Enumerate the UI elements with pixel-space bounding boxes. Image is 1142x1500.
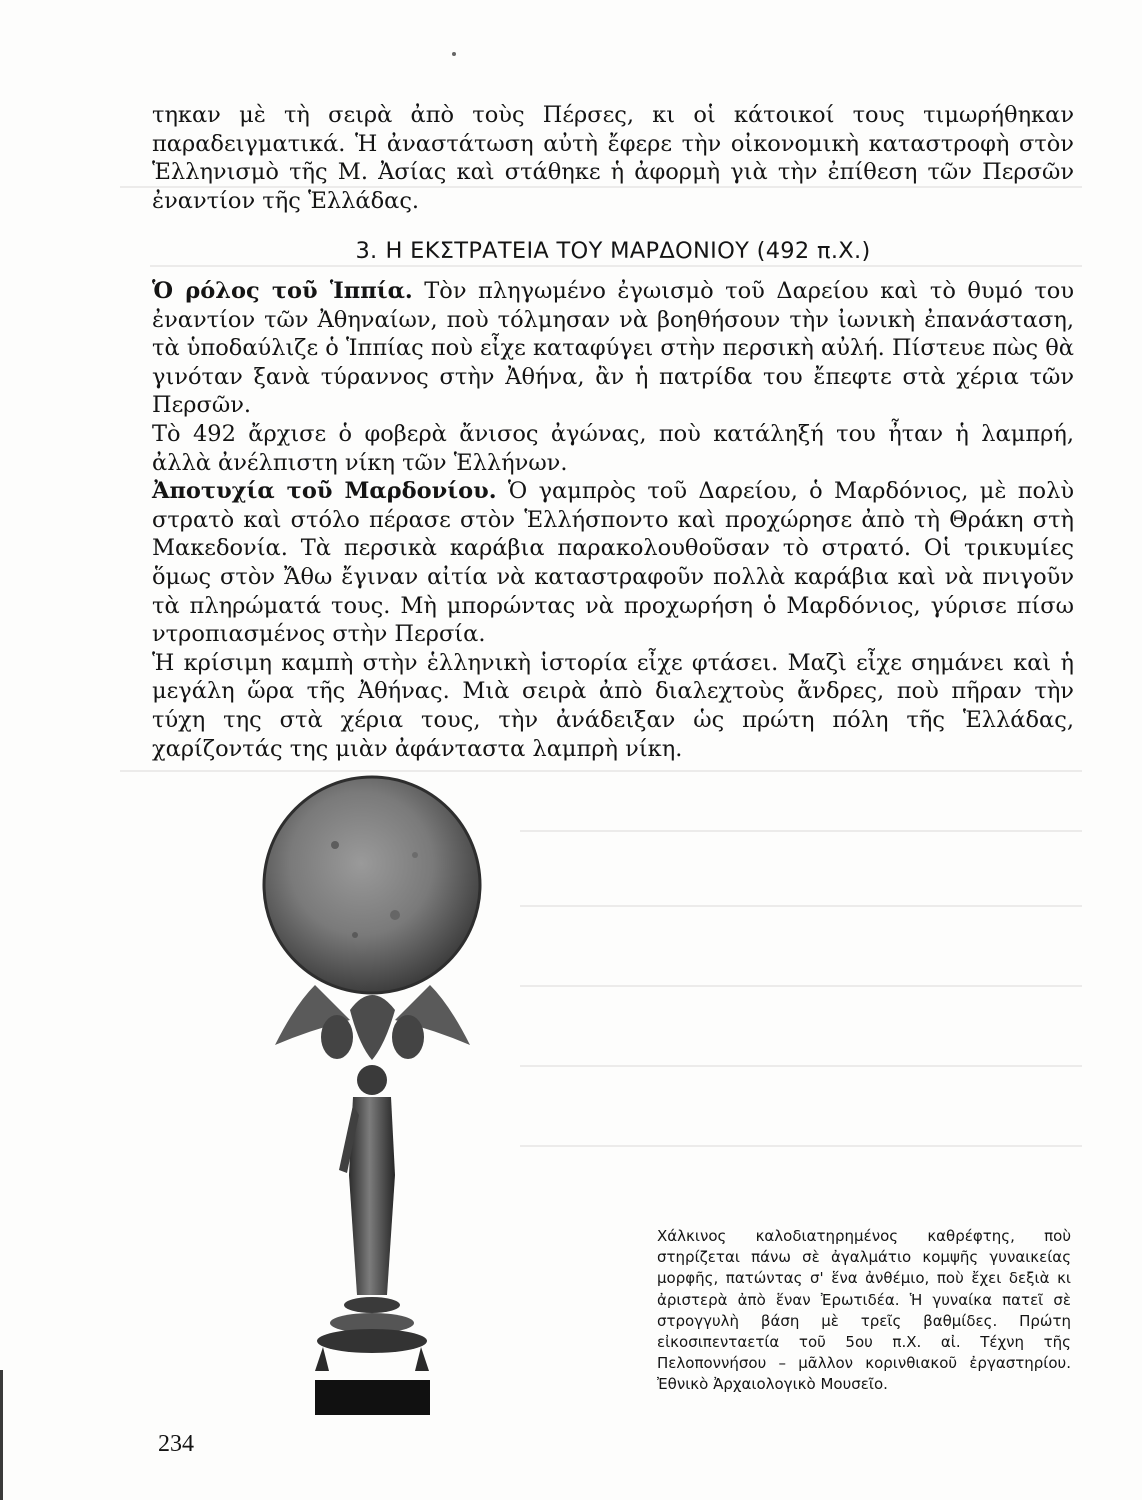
base-foot [315,1347,329,1371]
intro-paragraph-text: τηκαν μὲ τὴ σειρὰ ἀπὸ τοὺς Πέρσες, κι οἱ κάτοικοί τους τιμωρήθηκαν παραδειγματικά. Ἡ ἀναστάτωση αὐτὴ ἔφερε τὴν οἰκονομικὴ καταστροφὴ στὸν Ἑλληνισμὸ τῆς Μ. Ἀσίας καὶ στάθηκε ἡ ἀφορμὴ γιὰ τὴν ἐπίθεση τῶν Περσῶν ἐναντίον τῆς Ἑλλάδας. [152,102,1074,214]
bleed-through-line [520,905,1082,907]
section-heading [152,238,1074,264]
bleed-through-line [520,985,1082,987]
paragraph-text: Τὸν πληγωμένο ἐγωισμὸ τοῦ Δαρείου καὶ τὸ θυμό του ἐναντίον τῶν Ἀθηναίων, ποὺ τόλμησαν νὰ βοηθήσουν τὴν ἰωνικὴ ἐπανάσταση, τὰ ὑποδαύλιζε ὁ Ἱππίας ποὺ εἶχε καταφύγει στὴν περσικὴ αὐλή. Πίστευε πὼς θὰ γινόταν ξανὰ τύραννος στὴν Ἀθήνα, ἂν ἡ πατρίδα του ἔπεφτε στὰ χέρια τῶν Περσῶν. [152,278,1074,419]
bleed-through-line [150,265,1082,267]
mirror-disc-speck [412,852,418,858]
paragraph-mardonius [152,477,1074,649]
base-foot [415,1347,429,1371]
figure-head [357,1065,387,1095]
run-in-heading-mardonius: Ἀποτυχία τοῦ Μαρδονίου. [152,478,497,505]
bronze-mirror-photo [255,775,490,1415]
bleed-through-line [520,830,1082,832]
mirror-disc [264,777,480,993]
mirror-disc-speck [352,932,358,938]
section-number: 3. [355,238,378,264]
mirror-disc-speck [331,841,339,849]
print-speck [452,52,456,56]
intro-paragraph [152,101,1074,215]
run-in-heading-hippias: Ὁ ρόλος τοῦ Ἱππία. [152,278,413,304]
left-eros [321,1015,353,1059]
paragraph-492 [152,420,1074,477]
paragraph-hippias [152,277,1074,420]
paragraph-text: Ὁ γαμπρὸς τοῦ Δαρείου, ὁ Μαρδόνιος, μὲ πολὺ στρατὸ καὶ στόλο πέρασε στὸν Ἑλλήσποντο καὶ προχώρησε ἀπὸ τὴ Θράκη στὴ Μακεδονία. Τὰ περσικὰ καράβια παρακολουθοῦσαν τὸ στρατό. Οἱ τρικυμίες ὅμως στὸν Ἄθω ἔγιναν αἰτία νὰ καταστραφοῦν πολλὰ καράβια καὶ νὰ πνιγοῦν τὰ πληρώματά τους. Μὴ μπορώντας νὰ προχωρήση ὁ Μαρδόνιος, γύρισε πίσω ντροπιασμένος στὴν Περσία. [152,478,1075,648]
scan-edge [0,1370,3,1500]
bleed-through-line [520,1145,1082,1147]
base-step [344,1297,400,1313]
paragraph-text: Τὸ 492 ἄρχισε ὁ φοβερὰ ἄνισος ἀγώνας, ποὺ κατάληξή του ἦταν ἡ λαμπρή, ἀλλὰ ἀνέλπιστη νίκη τῶν Ἑλλήνων. [152,420,1074,476]
paragraph-text: Ἡ κρίσιμη καμπὴ στὴν ἑλληνικὴ ἱστορία εἶχε φτάσει. Μαζὶ εἶχε σημάνει καὶ ἡ μεγάλη ὥρα τῆς Ἀθήνας. Μιὰ σειρὰ ἀπὸ διαλεχτοὺς ἄνδρες, ποὺ πῆραν τὴν τύχη της στὰ χέρια τους, τὴν ἀνάδειξαν ὡς πρώτη πόλη τῆς Ἑλλάδας, χαρίζοντάς της μιὰν ἀφάνταστα λαμπρὴ νίκη. [152,649,1074,762]
mirror-disc-speck [390,910,400,920]
anthemion [350,995,395,1060]
section-title: Η ΕΚΣΤΡΑΤΕΙΑ ΤΟΥ ΜΑΡΔΟΝΙΟΥ (492 π.Χ.) [385,238,871,264]
bleed-through-line [120,770,1082,772]
body-text [152,277,1074,763]
display-pedestal [315,1380,430,1415]
page-number: 234 [158,1431,194,1457]
right-eros [392,1015,424,1059]
bleed-through-line [520,1065,1082,1067]
figure-caption: Χάλκινος καλοδιατηρημένος καθρέφτης, ποὺ στηρίζεται πάνω σὲ ἀγαλμάτιο κομψῆς γυναικείας μορφῆς, πατώντας σ' ἕνα ἀνθέμιο, ποὺ ἔχει δεξιὰ κι ἀριστερὰ ἀπὸ ἕναν Ἐρωτιδέα. Ἡ γυναίκα πατεῖ σὲ στρογγυλὴ βάση μὲ τρεῖς βαθμίδες. Πρώτη εἰκοσιπενταετία τοῦ 5ου π.Χ. αἰ. Τέχνη τῆς Πελοποννήσου – μᾶλλον κορινθιακοῦ ἐργαστηρίου. Ἐθνικὸ Ἀρχαιολογικὸ Μουσεῖο. [657,1227,1071,1394]
base-step [317,1329,427,1353]
paragraph-athens [152,649,1074,763]
